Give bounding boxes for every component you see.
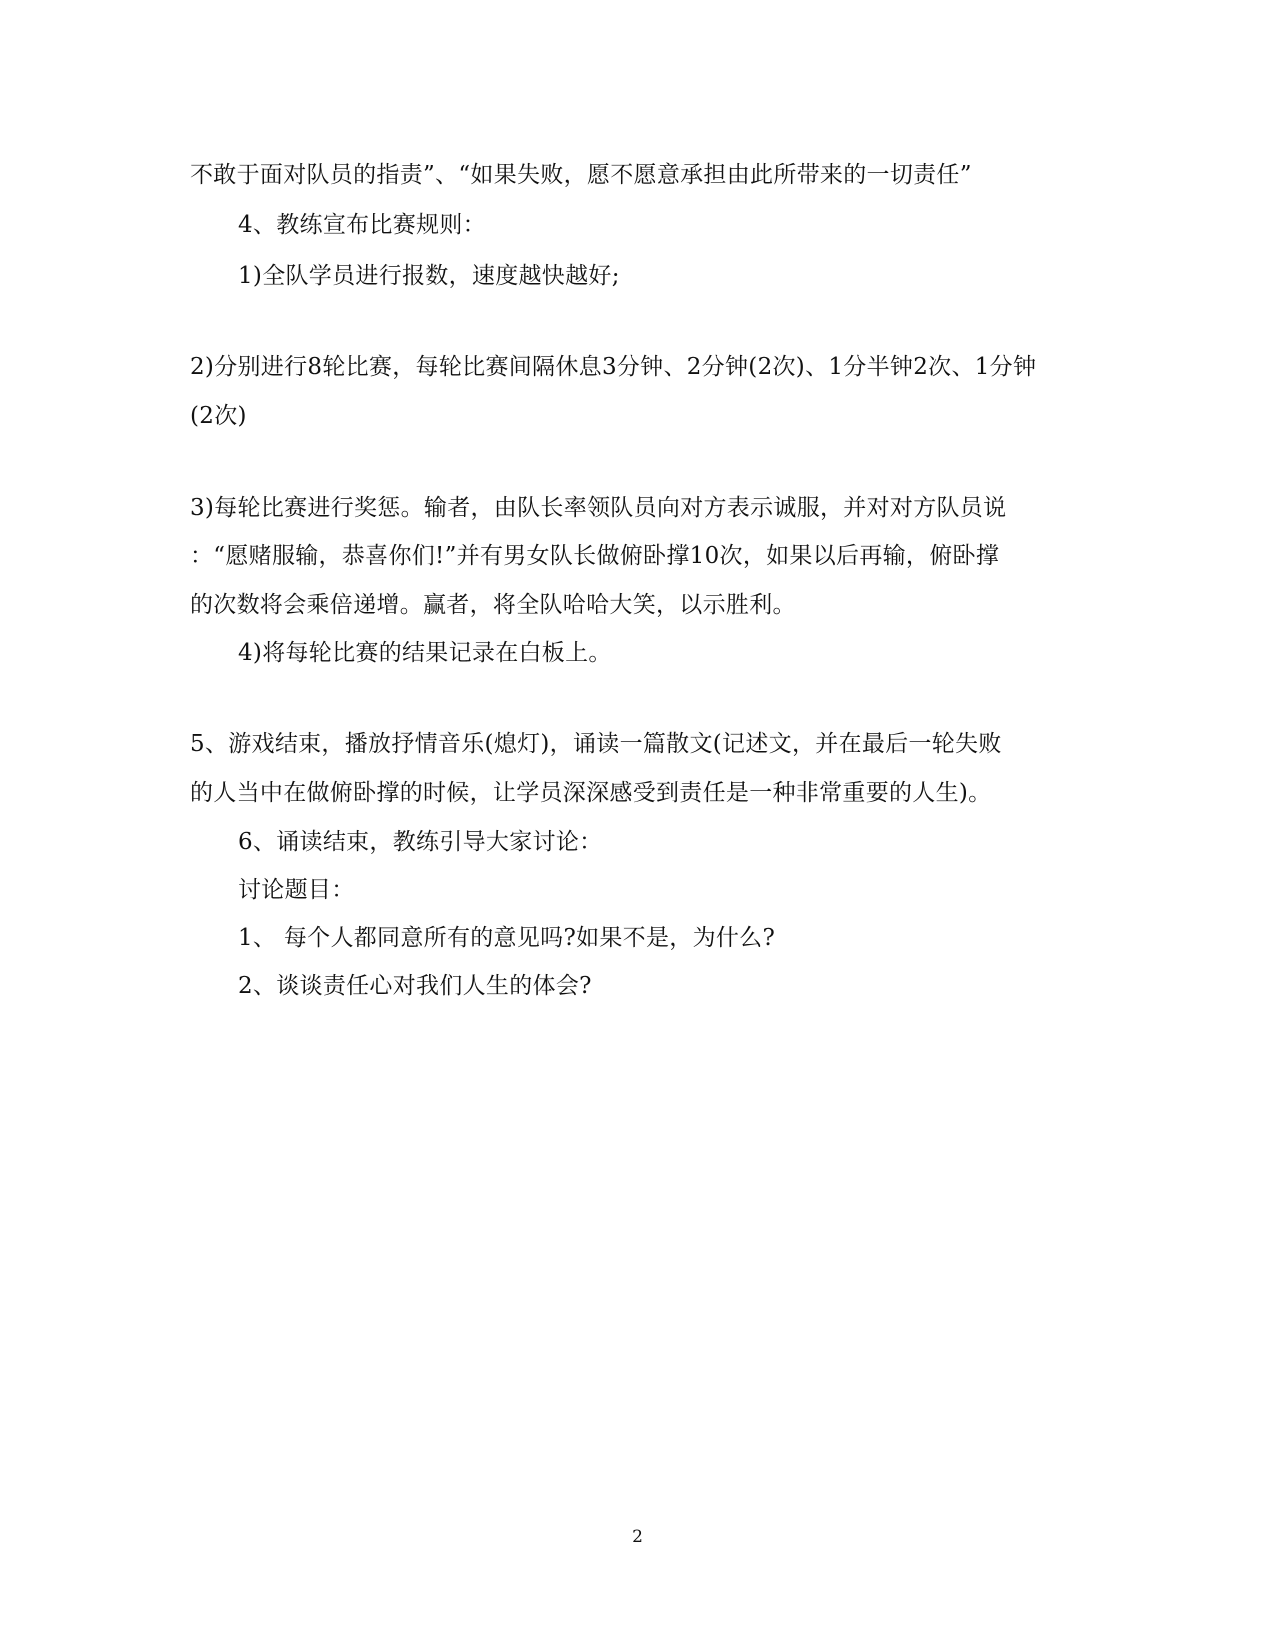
text-line-10: 5、游戏结束，播放抒情音乐(熄灯)，诵读一篇散文(记述文，并在最后一轮失败	[190, 731, 1002, 757]
page-number: 2	[632, 1527, 643, 1547]
text-line-15: 2、谈谈责任心对我们人生的体会?	[238, 973, 592, 999]
text-line-11: 的人当中在做俯卧撑的时候，让学员深深感受到责任是一种非常重要的人生)。	[190, 780, 992, 806]
text-line-12: 6、诵读结束，教练引导大家讨论：	[238, 829, 603, 855]
text-line-6: 3)每轮比赛进行奖惩。输者，由队长率领队员向对方表示诚服，并对对方队员说	[190, 495, 1007, 521]
text-line-2: 4、教练宣布比赛规则：	[238, 212, 486, 238]
text-line-3: 1)全队学员进行报数，速度越快越好;	[238, 263, 620, 289]
text-line-9: 4)将每轮比赛的结果记录在白板上。	[238, 640, 612, 666]
text-line-7: ：“愿赌服输，恭喜你们!”并有男女队长做俯卧撑10次，如果以后再输，俯卧撑	[190, 543, 1000, 569]
text-line-13: 讨论题目：	[238, 877, 355, 903]
text-line-1: 不敢于面对队员的指责”、“如果失败，愿不愿意承担由此所带来的一切责任”	[190, 162, 972, 188]
text-line-5: (2次)	[190, 403, 247, 429]
text-line-14: 1、 每个人都同意所有的意见吗?如果不是，为什么?	[238, 925, 776, 951]
text-line-4: 2)分别进行8轮比赛，每轮比赛间隔休息3分钟、2分钟(2次)、1分半钟2次、1分钟	[190, 354, 1037, 380]
text-line-8: 的次数将会乘倍递增。赢者，将全队哈哈大笑，以示胜利。	[190, 592, 796, 618]
